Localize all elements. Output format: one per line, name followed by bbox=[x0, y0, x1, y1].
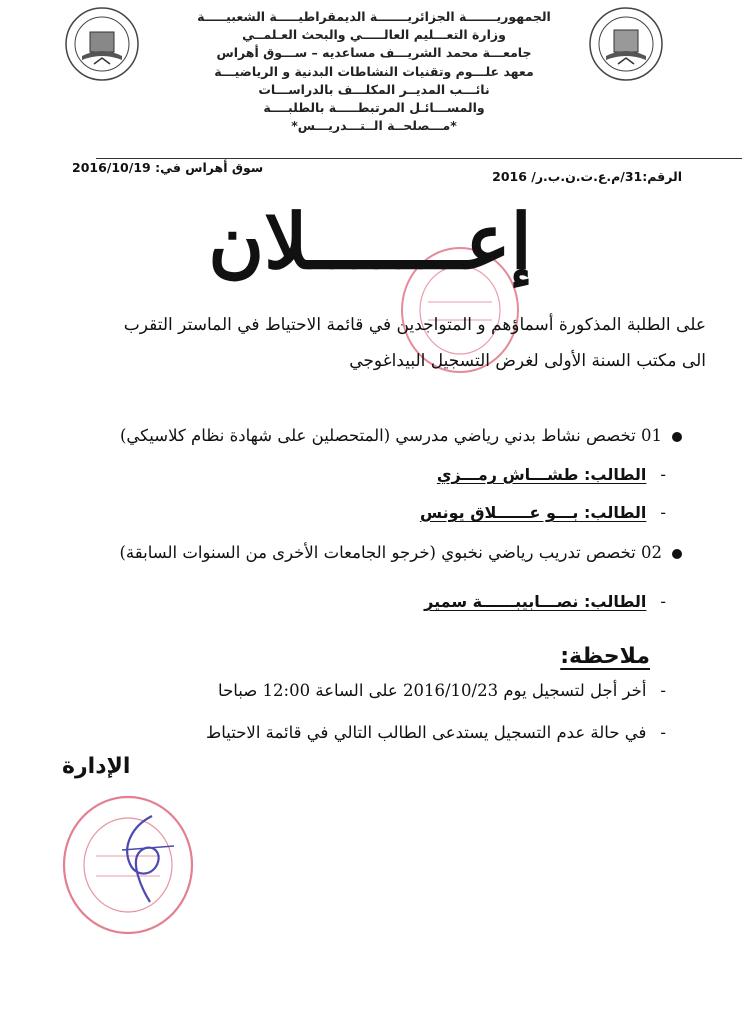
student-row bbox=[26, 502, 666, 524]
header-line-university: جامعـــة محمد الشريـــف مساعديه – ســـوق أهراس bbox=[216, 45, 532, 61]
header-line-student-affairs: والمســـائـل المرتبطـــــة بالطلبــــة bbox=[263, 100, 485, 116]
header-line-institute: معهد علـــوم وتقنيات النشاطات البدنية و الرياضيـــة bbox=[214, 63, 534, 79]
reference-number: الرقم:31/م.ع.ت.ن.ب.ر/ 2016 bbox=[492, 169, 682, 184]
body-line-2: الى مكتب السنة الأولى لغرض التسجيل البيداغوجي bbox=[349, 351, 706, 371]
bullet-icon bbox=[672, 432, 682, 442]
dash-icon: - bbox=[660, 723, 666, 742]
university-logo-left bbox=[64, 6, 140, 82]
specialty-text: 02 تخصص تدريب رياضي نخبوي (خرجو الجامعات الأخرى من السنوات السابقة) bbox=[119, 543, 662, 562]
note-item bbox=[26, 722, 666, 744]
student-name: الطالب: بـــو عــــــلاق يونس bbox=[419, 503, 647, 522]
bullet-icon bbox=[672, 549, 682, 559]
header-line-republic: الجمهوريـــــــة الجزائريـــــــة الديمقراطيـــــة الشعبيـــــة bbox=[197, 9, 551, 24]
note-item bbox=[26, 680, 666, 702]
specialty-text: 01 تخصص نشاط بدني رياضي مدرسي (المتحصلين على شهادة نظام كلاسيكي) bbox=[119, 426, 662, 445]
student-row bbox=[26, 591, 666, 613]
specialty-item bbox=[42, 425, 682, 447]
note-waitlist: في حالة عدم التسجيل يستدعى الطالب التالي في قائمة الاحتياط bbox=[205, 723, 647, 742]
header-line-deputy-director: نائـــب المديــر المكلـــف بالدراســـات bbox=[258, 81, 490, 97]
administration-label: الإدارة bbox=[62, 754, 131, 779]
dash-icon: - bbox=[660, 592, 666, 611]
announcement-title: إعـــــــلان bbox=[208, 197, 532, 286]
dash-icon: - bbox=[660, 503, 666, 522]
signature bbox=[92, 806, 192, 916]
student-row bbox=[26, 464, 666, 486]
student-name: الطالب: نصـــابيبــــــة سمير bbox=[424, 592, 647, 611]
header-divider bbox=[96, 158, 742, 159]
student-name: الطالب: طشـــاش رمـــزي bbox=[436, 465, 647, 484]
note-deadline: أخر أجل لتسجيل يوم 2016/10/23 على الساعة 12:00 صباحا bbox=[218, 681, 647, 700]
dash-icon: - bbox=[660, 681, 666, 700]
document-header bbox=[154, 8, 594, 135]
header-line-teaching-service: *مـــصلحــة الــتـــدريـــس* bbox=[291, 118, 457, 134]
note-heading: ملاحظة: bbox=[560, 644, 650, 669]
specialty-item bbox=[42, 542, 682, 564]
header-line-ministry: وزارة التعـــليم العالـــــي والبحث العـلمــي bbox=[242, 27, 506, 43]
university-logo-right bbox=[588, 6, 664, 82]
body-line-1: على الطلبة المذكورة أسماؤهم و المتواجدين في قائمة الاحتياط في الماستر التقرب bbox=[123, 315, 706, 335]
place-date: سوق أهراس في: 2016/10/19 bbox=[72, 160, 264, 175]
dash-icon: - bbox=[660, 465, 666, 484]
